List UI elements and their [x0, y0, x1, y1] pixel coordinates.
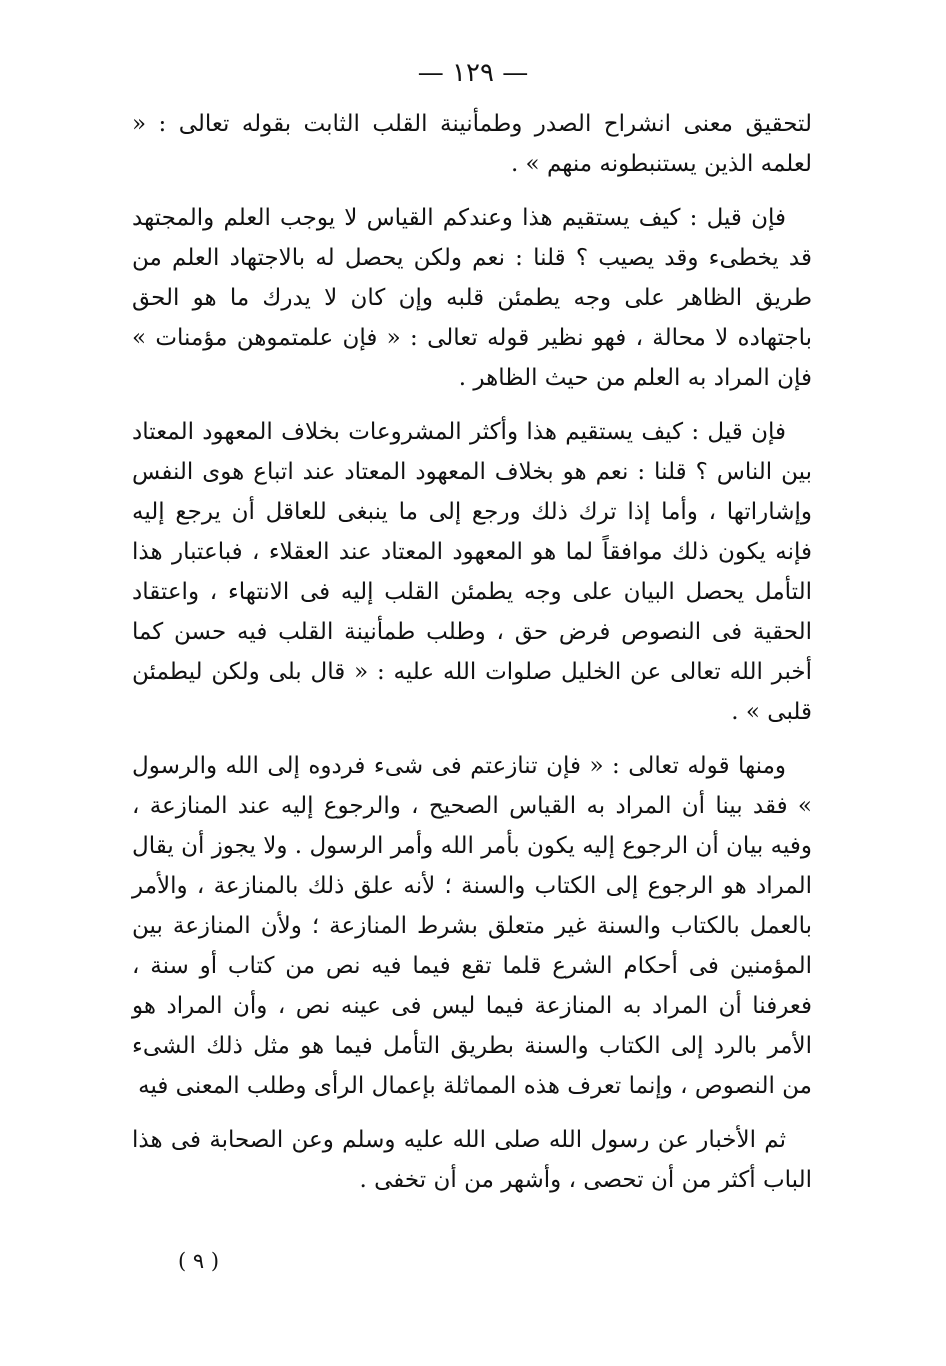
paragraph-3: فإن قيل : كيف يستقيم هذا وأكثر المشروعات بخلاف المعهود المعتاد بين الناس ؟ قلنا : نعم هو بخلاف المعهود المعتاد عند اتباع هوى النفس وإشاراتها ، وأما إذا ترك ذلك ورجع إلى ما ينبغى للعاقل أن يرجع إليه فإنه يكون ذلك موافقاً لما هو المعهود المعتاد عند العقلاء ، فباعتبار هذا التأمل يحصل البيان على وجه يطمئن القلب إليه فى الانتهاء ، واعتقاد الحقية فى النصوص فرض حق ، وطلب طمأنينة القلب فيه حسن كما أخبر الله تعالى عن الخليل صلوات الله عليه : « قال بلى ولكن ليطمئن قلبى » . — [132, 419, 812, 725]
signature-mark: ( ٩ ) — [178, 1249, 220, 1273]
page-number: — ١٢٩ — — [417, 58, 529, 88]
body-text — [132, 104, 812, 1214]
paragraph-1: لتحقيق معنى انشراح الصدر وطمأنينة القلب الثابت بقوله تعالى : « لعلمه الذين يستنبطونه منهم » . — [132, 111, 812, 177]
paragraph-2: فإن قيل : كيف يستقيم هذا وعندكم القياس لا يوجب العلم والمجتهد قد يخطىء وقد يصيب ؟ قلنا : نعم ولكن يحصل له بالاجتهاد العلم من طريق الظاهر على وجه يطمئن قلبه وإن كان لا يدرك ما هو الحق باجتهاده لا محالة ، فهو نظير قوله تعالى : « فإن علمتموهن مؤمنات » فإن المراد به العلم من حيث الظاهر . — [132, 205, 812, 391]
paragraph-5: ثم الأخبار عن رسول الله صلى الله عليه وسلم وعن الصحابة فى هذا الباب أكثر من أن تحصى ، وأشهر من أن تخفى . — [132, 1127, 812, 1193]
paragraph-4: ومنها قوله تعالى : « فإن تنازعتم فى شىء فردوه إلى الله والرسول » فقد بينا أن المراد به القياس الصحيح ، والرجوع إليه عند المنازعة ، وفيه بيان أن الرجوع إليه يكون بأمر الله وأمر الرسول . ولا يجوز أن يقال المراد هو الرجوع إلى الكتاب والسنة ؛ لأنه علق ذلك بالمنازعة ، والأمر بالعمل بالكتاب والسنة غير متعلق بشرط المنازعة ؛ ولأن المنازعة بين المؤمنين فى أحكام الشرع قلما تقع فيما فيه نص من كتاب أو سنة ، فعرفنا أن المراد به المنازعة فيما ليس فى عينه نص ، وأن المراد هو الأمر بالرد إلى الكتاب والسنة بطريق التأمل فيما هو مثل ذلك الشىء من النصوص ، وإنما تعرف هذه المماثلة بإعمال الرأى وطلب المعنى فيه — [132, 753, 812, 1099]
